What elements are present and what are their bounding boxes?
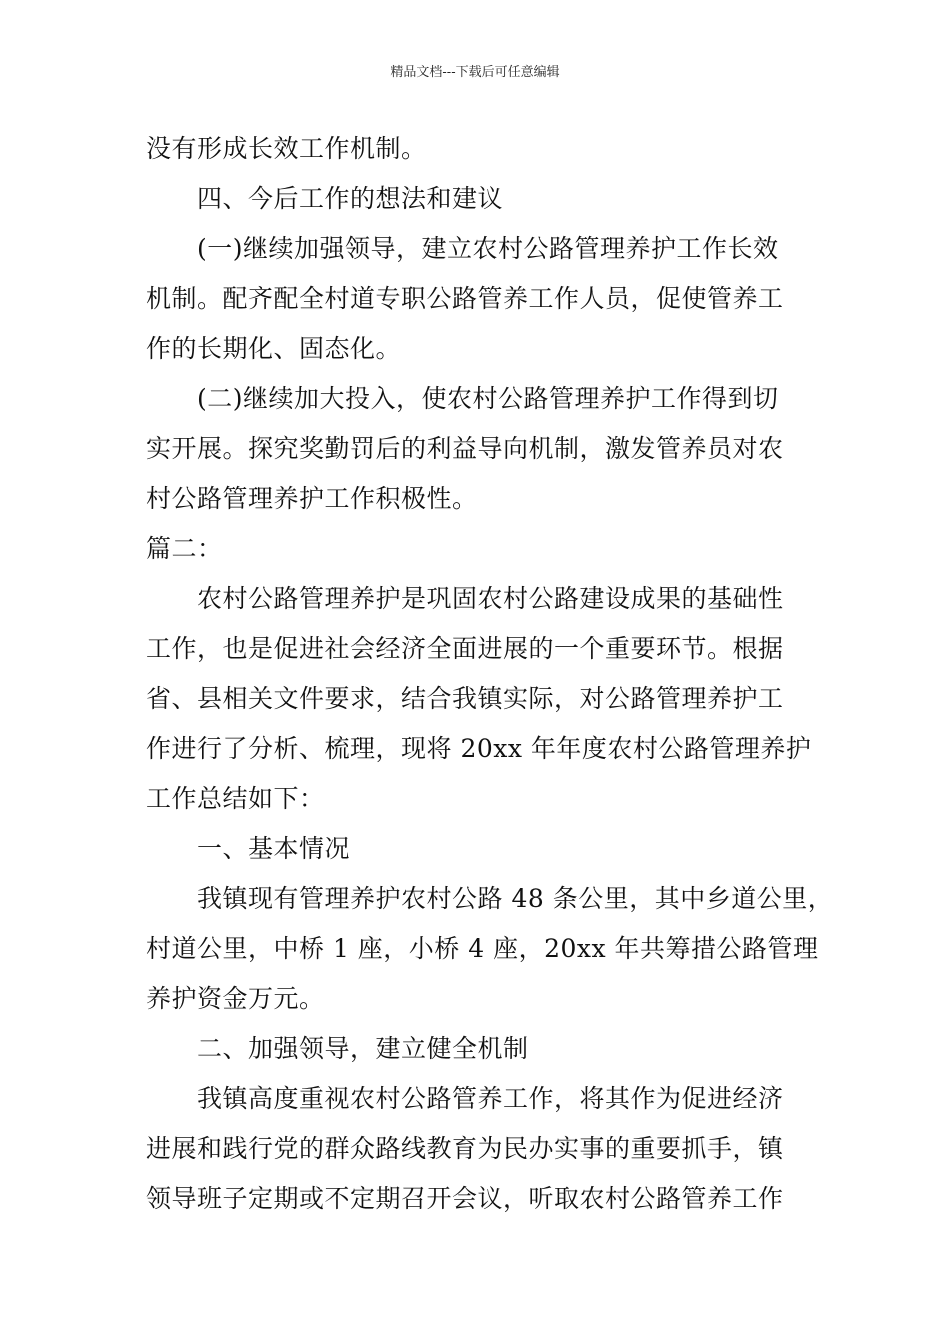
- body-line: (一)继续加强领导，建立农村公路管理养护工作长效: [197, 234, 779, 263]
- page-header: 精品文档---下载后可任意编辑: [390, 65, 560, 80]
- body-line: 工作，也是促进社会经济全面进展的一个重要环节。根据: [146, 634, 784, 663]
- body-line: 工作总结如下：: [146, 784, 325, 813]
- body-line: (二)继续加大投入，使农村公路管理养护工作得到切: [197, 384, 779, 413]
- section-heading: 一、基本情况: [197, 834, 351, 863]
- chapter-heading: 篇二：: [146, 534, 223, 563]
- section-heading: 二、加强领导，建立健全机制: [197, 1034, 529, 1063]
- body-line: 机制。配齐配全村道专职公路管养工作人员，促使管养工: [146, 284, 784, 313]
- body-line: 村公路管理养护工作积极性。: [146, 484, 478, 513]
- body-line: 农村公路管理养护是巩固农村公路建设成果的基础性: [197, 584, 784, 613]
- body-line: 实开展。探究奖勤罚后的利益导向机制，激发管养员对农: [146, 434, 784, 463]
- body-line: 省、县相关文件要求，结合我镇实际，对公路管理养护工: [146, 684, 784, 713]
- document-body: [146, 124, 834, 1224]
- body-line: 我镇现有管理养护农村公路 48 条公里，其中乡道公里，: [197, 884, 834, 913]
- body-line: 村道公里，中桥 1 座，小桥 4 座，20xx 年共筹措公路管理: [146, 934, 819, 963]
- body-line: 进展和践行党的群众路线教育为民办实事的重要抓手，镇: [146, 1134, 784, 1163]
- body-line: 作进行了分析、梳理，现将 20xx 年年度农村公路管理养护: [146, 734, 812, 763]
- body-line: 养护资金万元。: [146, 984, 325, 1013]
- body-line: 作的长期化、固态化。: [146, 334, 402, 363]
- body-line: 领导班子定期或不定期召开会议，听取农村公路管养工作: [146, 1184, 784, 1213]
- body-line: 我镇高度重视农村公路管养工作，将其作为促进经济: [197, 1084, 784, 1113]
- body-line: 没有形成长效工作机制。: [146, 134, 427, 163]
- section-heading: 四、今后工作的想法和建议: [197, 184, 504, 213]
